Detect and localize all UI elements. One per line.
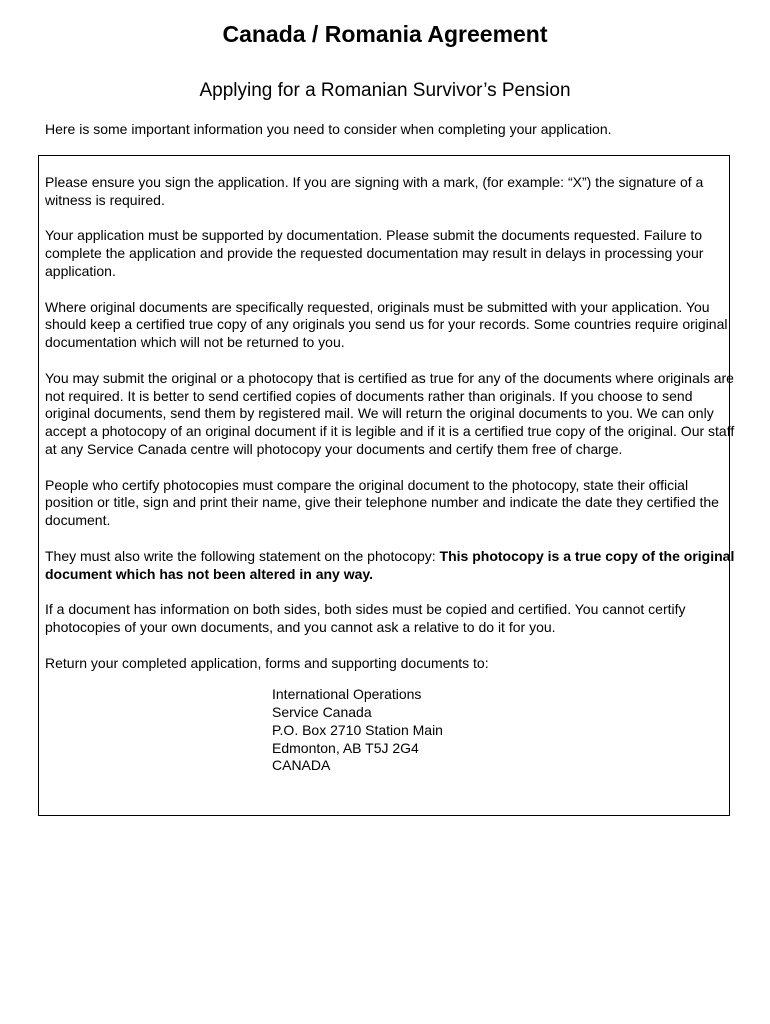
intro-text: Here is some important information you need to consider when completing your application. [45, 121, 612, 137]
paragraph-photocopies: You may submit the original or a photocopy that is certified as true for any of the documents where originals are not required. It is better to send certified copies of documents rather than originals. If you choose to send original documents, send them by registered mail. We will return the original documents to you. We can only accept a photocopy of an original document if it is legible and if it is a certified true copy of the original. Our staff at any Service Canada centre will photocopy your documents and certify them free of charge. [45, 369, 735, 457]
information-content [45, 174, 735, 775]
paragraph-documentation: Your application must be supported by documentation. Please submit the documents requested. Failure to complete the application and provide the requested documentation may result in delays in processing your application. [45, 227, 704, 279]
address-line: CANADA [272, 757, 331, 774]
certification-statement: This photocopy is a true copy of the original document which has not been altered in any way. [45, 547, 735, 582]
mailing-address [272, 686, 735, 775]
address-line: P.O. Box 2710 Station Main [272, 721, 443, 738]
paragraph-statement [45, 548, 735, 584]
paragraph-both-sides: If a document has information on both sides, both sides must be copied and certified. You cannot certify photocopies of your own documents, and you cannot ask a relative to do it for you. [45, 601, 686, 635]
paragraph-certifiers: People who certify photocopies must compare the original document to the photocopy, state their official position or title, sign and print their name, give their telephone number and indicate the date they certified the document. [45, 476, 719, 529]
address-line: Edmonton, AB T5J 2G4 [272, 739, 419, 756]
address-line: International Operations [272, 686, 422, 703]
address-line: Service Canada [272, 703, 372, 720]
paragraph-return: Return your completed application, forms and supporting documents to: [45, 654, 489, 671]
paragraph-originals: Where original documents are specifically requested, originals must be submitted with your application. You should keep a certified true copy of any originals you send us for your records. Some countries require original documentation which will not be returned to you. [45, 298, 728, 351]
statement-lead: They must also write the following statement on the photocopy: [45, 547, 440, 564]
page-title: Canada / Romania Agreement [222, 21, 548, 47]
page-subtitle: Applying for a Romanian Survivor’s Pension [199, 80, 571, 101]
paragraph-signature: Please ensure you sign the application. If you are signing with a mark, (for example: “X”) the signature of a witness is required. [45, 174, 704, 208]
